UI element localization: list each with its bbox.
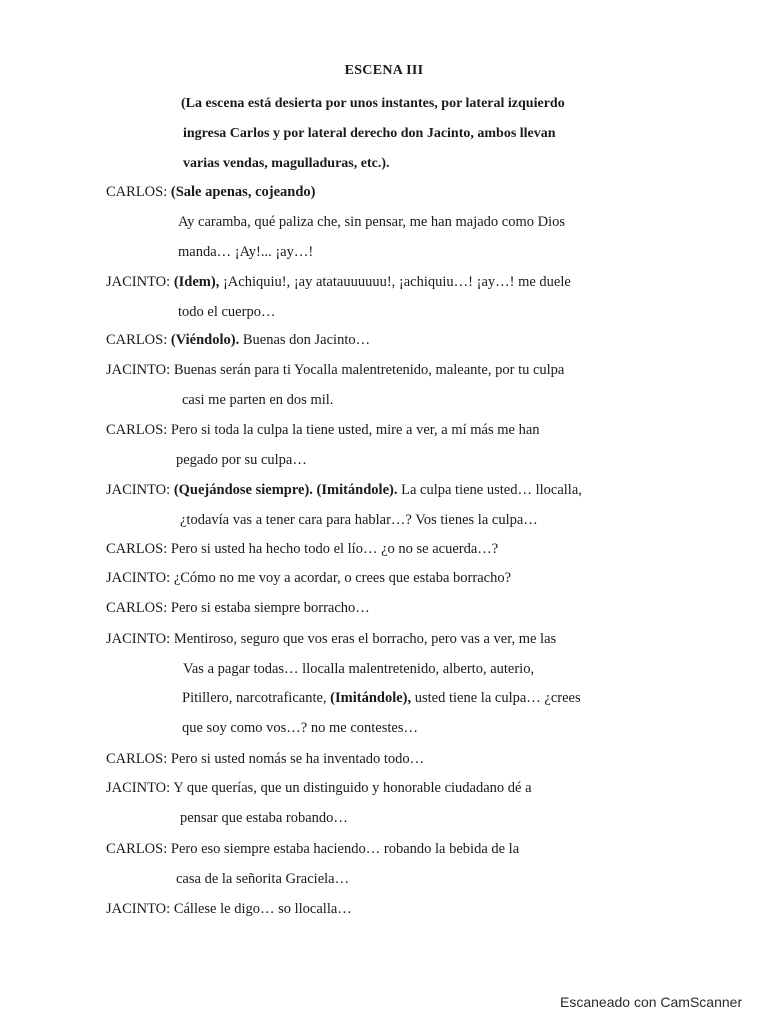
dialogue-line <box>106 184 315 201</box>
speaker-name: JACINTO: <box>106 482 171 498</box>
speaker-name: JACINTO: <box>106 274 171 290</box>
dialogue-continuation: manda… ¡Ay!... ¡ay…! <box>178 244 314 260</box>
dialogue-text: Buenas don Jacinto… <box>242 332 371 348</box>
dialogue-line <box>106 362 564 379</box>
stage-direction-line: ingresa Carlos y por lateral derecho don Jacinto, ambos llevan <box>183 126 556 141</box>
dialogue-text: Y que querías, que un distinguido y honorable ciudadano dé a <box>173 780 532 796</box>
dialogue-text: Pero eso siempre estaba haciendo… robando la bebida de la <box>170 841 520 857</box>
stage-direction-line: (La escena está desierta por unos instantes, por lateral izquierdo <box>181 96 565 111</box>
speaker-name: CARLOS: <box>106 422 168 438</box>
dialogue-line <box>106 570 511 587</box>
speaker-name: JACINTO: <box>106 901 171 917</box>
speaker-name: CARLOS: <box>106 332 168 348</box>
speaker-name: JACINTO: <box>106 570 171 586</box>
dialogue-continuation: pensar que estaba robando… <box>180 810 348 826</box>
dialogue-text: Pero si usted ha hecho todo el lío… ¿o no se acuerda…? <box>170 541 499 557</box>
stage-direction: (Viéndolo). <box>170 332 240 348</box>
stage-direction-line: varias vendas, magulladuras, etc.). <box>183 156 390 171</box>
speaker-name: CARLOS: <box>106 541 168 557</box>
dialogue-line <box>106 901 352 918</box>
camscanner-watermark: Escaneado con CamScanner <box>560 994 743 1010</box>
dialogue-continuation: Ay caramba, qué paliza che, sin pensar, me han majado como Dios <box>178 214 566 230</box>
stage-direction: (Quejándose siempre). (Imitándole). <box>173 482 398 498</box>
dialogue-text: Buenas serán para ti Yocalla malentretenido, maleante, por tu culpa <box>173 362 565 378</box>
dialogue-line <box>106 841 519 858</box>
dialogue-line <box>106 780 532 797</box>
dialogue-text: Mentiroso, seguro que vos eras el borracho, pero vas a ver, me las <box>173 631 557 647</box>
dialogue-text: Pero si usted nomás se ha inventado todo… <box>170 751 425 767</box>
stage-direction: (Sale apenas, cojeando) <box>170 184 316 200</box>
scene-title: ESCENA III <box>344 63 424 78</box>
dialogue-continuation: casi me parten en dos mil. <box>182 392 334 408</box>
speaker-name: CARLOS: <box>106 751 168 767</box>
dialogue-continuation: que soy como vos…? no me contestes… <box>182 720 418 736</box>
dialogue-continuation: Vas a pagar todas… llocalla malentretenido, alberto, auterio, <box>183 661 535 677</box>
dialogue-text: Pitillero, narcotraficante, <box>182 690 327 706</box>
dialogue-continuation: casa de la señorita Graciela… <box>176 871 350 887</box>
stage-direction: (Idem), <box>173 274 220 290</box>
dialogue-continuation: todo el cuerpo… <box>178 304 276 320</box>
dialogue-line <box>106 274 571 291</box>
dialogue-text: La culpa tiene usted… llocalla, <box>401 482 582 498</box>
dialogue-line <box>106 600 370 617</box>
dialogue-line <box>106 482 582 499</box>
dialogue-continuation <box>182 690 581 707</box>
dialogue-line <box>106 631 556 648</box>
dialogue-text: Cállese le digo… so llocalla… <box>173 901 352 917</box>
speaker-name: JACINTO: <box>106 631 171 647</box>
dialogue-continuation: ¿todavía vas a tener cara para hablar…? Vos tienes la culpa… <box>180 512 538 528</box>
dialogue-line <box>106 751 424 768</box>
stage-direction: (Imitándole), <box>330 690 412 706</box>
dialogue-line <box>106 422 540 439</box>
dialogue-text: Pero si estaba siempre borracho… <box>170 600 370 616</box>
speaker-name: CARLOS: <box>106 184 168 200</box>
speaker-name: JACINTO: <box>106 362 171 378</box>
dialogue-continuation: pegado por su culpa… <box>176 452 307 468</box>
dialogue-text: Pero si toda la culpa la tiene usted, mire a ver, a mí más me han <box>170 422 540 438</box>
dialogue-text: ¿Cómo no me voy a acordar, o crees que estaba borracho? <box>173 570 512 586</box>
speaker-name: CARLOS: <box>106 600 168 616</box>
dialogue-line <box>106 541 498 558</box>
speaker-name: CARLOS: <box>106 841 168 857</box>
dialogue-text: ¡Achiquiu!, ¡ay atatauuuuuu!, ¡achiquiu…! ¡ay…! me duele <box>222 274 571 290</box>
dialogue-text: usted tiene la culpa… ¿crees <box>414 690 581 706</box>
speaker-name: JACINTO: <box>106 780 171 796</box>
dialogue-line <box>106 332 370 349</box>
